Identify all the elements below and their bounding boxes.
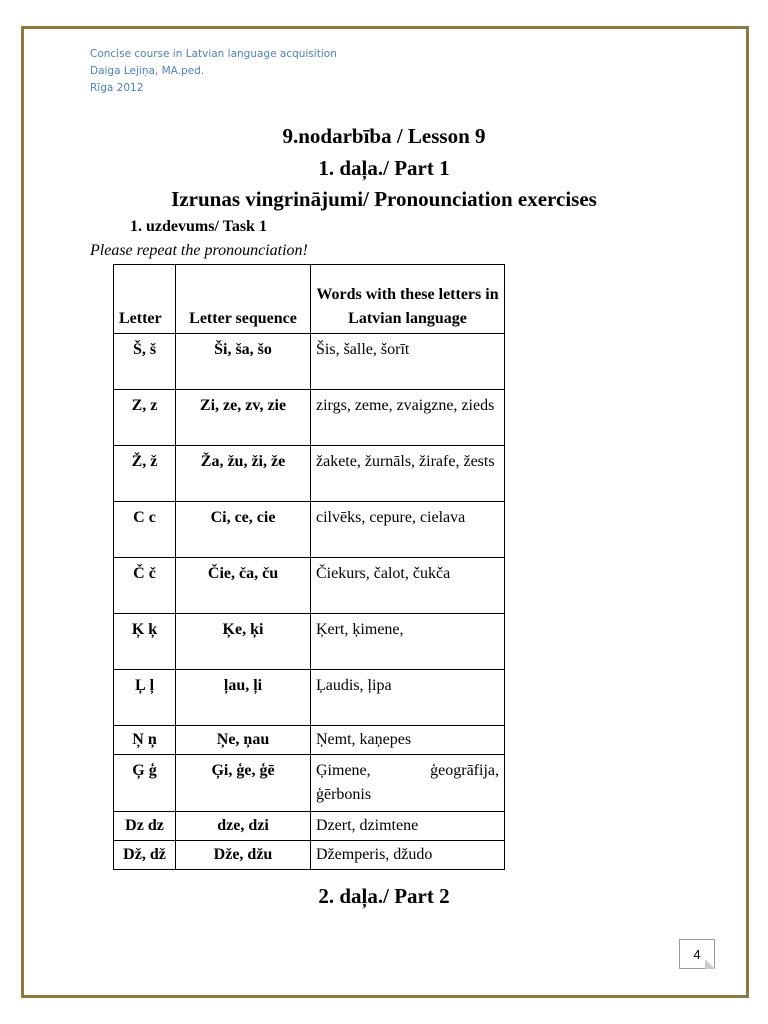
page-number-label: 4: [693, 947, 701, 962]
header-course-title: Concise course in Latvian language acquisition: [90, 48, 337, 60]
cell-letter: C c: [114, 502, 176, 558]
header-letter: Letter: [114, 265, 176, 334]
table-row: [114, 502, 505, 558]
page-number: [679, 939, 715, 969]
cell-letter-sequence: dze, dzi: [176, 812, 311, 841]
cell-letter-sequence: Ža, žu, ži, že: [176, 446, 311, 502]
table-header-row: [114, 265, 505, 334]
header-place-year: Rīga 2012: [90, 82, 144, 94]
cell-letter-sequence: Ši, ša, šo: [176, 334, 311, 390]
cell-letter-sequence: Ģi, ģe, ģē: [176, 755, 311, 812]
cell-words: Čiekurs, čalot, čukča: [311, 558, 505, 614]
document-header: [90, 46, 337, 97]
cell-words: Ņemt, kaņepes: [311, 726, 505, 755]
table-row: [114, 334, 505, 390]
lesson-title: 9.nodarbība / Lesson 9: [282, 124, 486, 148]
cell-letter: Ņ ņ: [114, 726, 176, 755]
cell-words: zirgs, zeme, zvaigzne, zieds: [311, 390, 505, 446]
cell-letter-sequence: Ķe, ķi: [176, 614, 311, 670]
cell-words: Džemperis, džudo: [311, 841, 505, 870]
part1-title: 1. daļa./ Part 1: [318, 156, 450, 180]
table-row: [114, 670, 505, 726]
cell-letter: Ž, ž: [114, 446, 176, 502]
cell-letter: Č č: [114, 558, 176, 614]
header-letter-sequence: Letter sequence: [176, 265, 311, 334]
cell-words: žakete, žurnāls, žirafe, žests: [311, 446, 505, 502]
header-author: Daiga Lejiņa, MA.ped.: [90, 65, 205, 77]
cell-letter: Z, z: [114, 390, 176, 446]
section-title: Izrunas vingrinājumi/ Pronounciation exercises: [171, 187, 597, 211]
cell-words: Dzert, dzimtene: [311, 812, 505, 841]
part2-title: 2. daļa./ Part 2: [318, 884, 450, 908]
table-row: [114, 812, 505, 841]
table-row: [114, 558, 505, 614]
table-row: [114, 755, 505, 812]
cell-letter-sequence: ļau, ļi: [176, 670, 311, 726]
task-heading: 1. uzdevums/ Task 1: [130, 218, 267, 235]
cell-words: cilvēks, cepure, cielava: [311, 502, 505, 558]
instruction-text: Please repeat the pronounciation!: [90, 242, 308, 259]
cell-letter-sequence: Dže, džu: [176, 841, 311, 870]
pronunciation-table: [113, 264, 505, 870]
cell-words: Ģimene, ģeogrāfija, ģērbonis: [311, 755, 505, 812]
table-row: [114, 446, 505, 502]
cell-letter: Ļ ļ: [114, 670, 176, 726]
cell-letter-sequence: Zi, ze, zv, zie: [176, 390, 311, 446]
table-row: [114, 614, 505, 670]
cell-letter: Dz dz: [114, 812, 176, 841]
cell-letter: Ģ ģ: [114, 755, 176, 812]
cell-letter: Dž, dž: [114, 841, 176, 870]
cell-words: Ļaudis, ļipa: [311, 670, 505, 726]
cell-letter-sequence: Čie, ča, ču: [176, 558, 311, 614]
cell-letter: Š, š: [114, 334, 176, 390]
cell-letter-sequence: Ci, ce, cie: [176, 502, 311, 558]
table-row: [114, 390, 505, 446]
table-row: [114, 841, 505, 870]
cell-letter-sequence: Ņe, ņau: [176, 726, 311, 755]
header-words: Words with these letters in Latvian language: [311, 265, 505, 334]
cell-words: Ķert, ķimene,: [311, 614, 505, 670]
cell-words: Šis, šalle, šorīt: [311, 334, 505, 390]
cell-letter: Ķ ķ: [114, 614, 176, 670]
page-curl-icon: [705, 959, 715, 969]
table-row: [114, 726, 505, 755]
